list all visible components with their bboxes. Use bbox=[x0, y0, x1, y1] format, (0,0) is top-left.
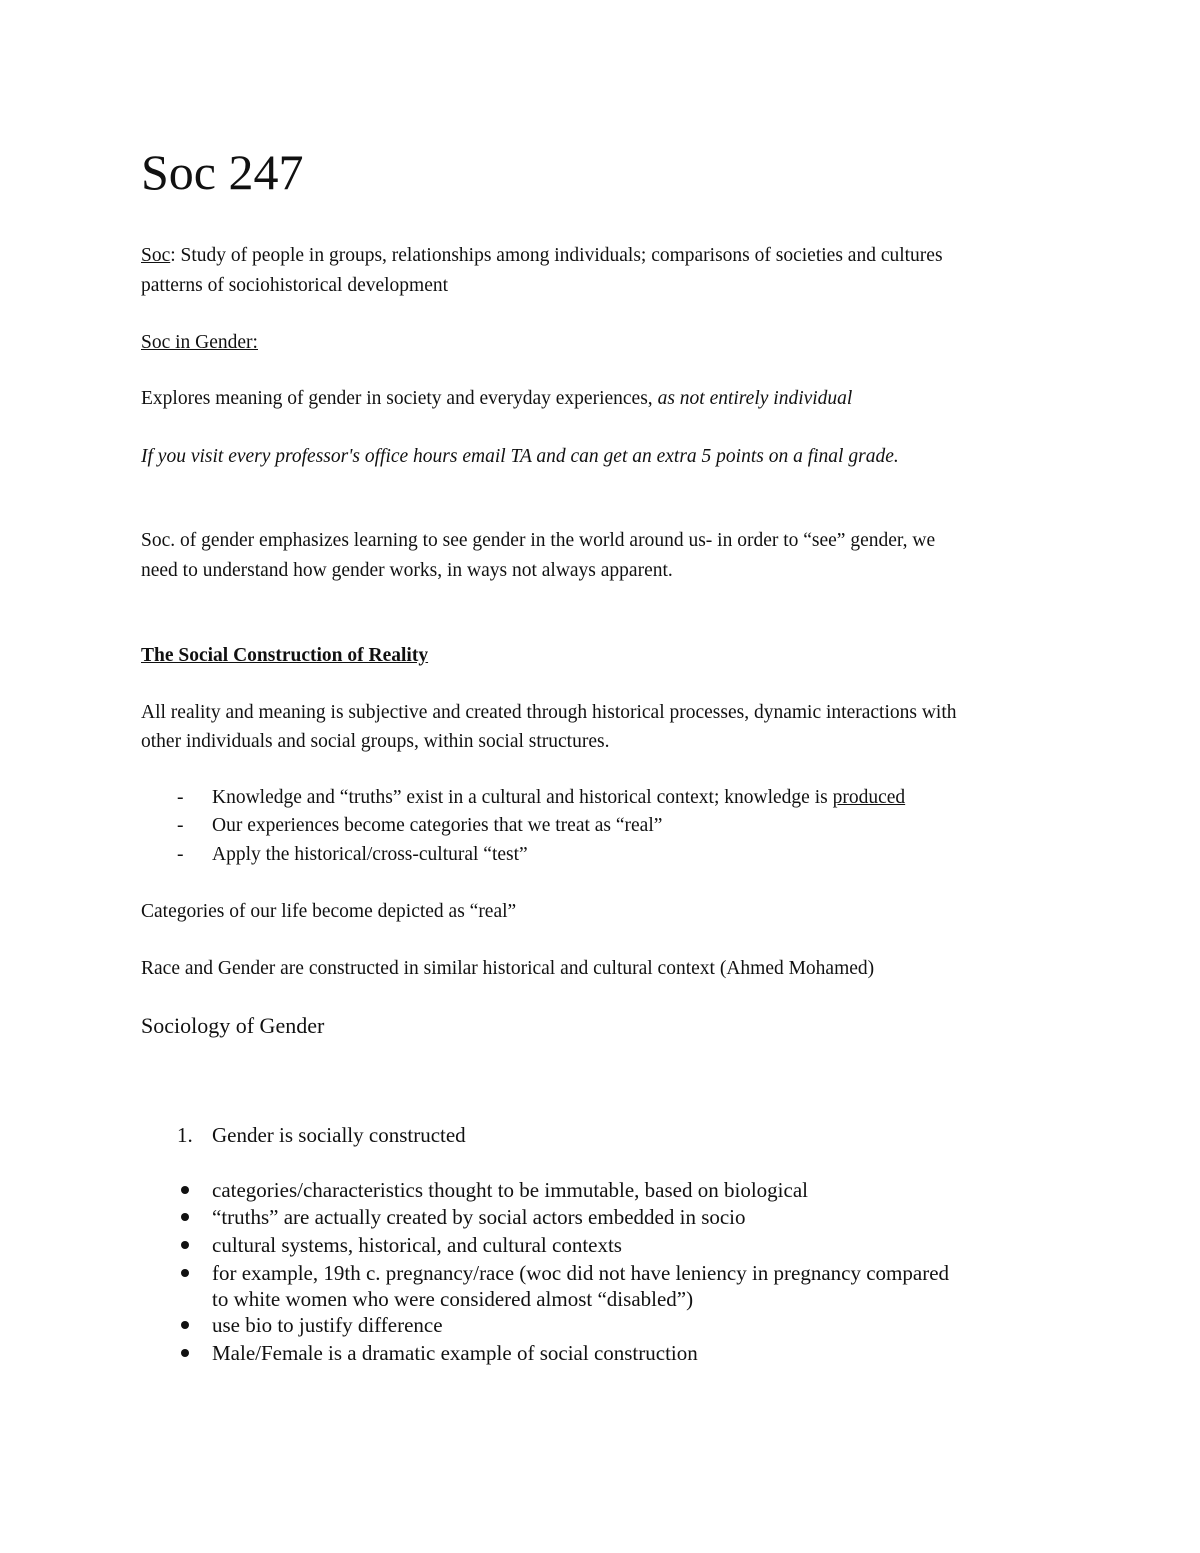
dash-item bbox=[177, 813, 663, 839]
definition-text: : Study of people in groups, relationships among individuals; comparisons of societies and cultures bbox=[170, 245, 943, 266]
item-text: cultural systems, historical, and cultural contexts bbox=[212, 1233, 622, 1257]
bullet-item bbox=[212, 1204, 746, 1230]
bullet-icon bbox=[181, 1321, 189, 1329]
bullet-icon bbox=[181, 1213, 189, 1221]
term: Soc bbox=[141, 245, 171, 266]
numbered-item bbox=[177, 1122, 466, 1148]
bullet-icon bbox=[181, 1349, 189, 1357]
bullet-item bbox=[212, 1312, 443, 1338]
item-underlined: produced bbox=[832, 787, 906, 808]
dash-marker: - bbox=[177, 815, 184, 836]
bullet-icon bbox=[181, 1186, 189, 1194]
item-text: Our experiences become categories that we treat as “real” bbox=[212, 815, 663, 836]
item-text: “truths” are actually created by social actors embedded in socio bbox=[212, 1205, 746, 1229]
item-text: Male/Female is a dramatic example of social construction bbox=[212, 1341, 698, 1365]
explores-italic: as not entirely individual bbox=[657, 388, 853, 409]
definition-line-2: patterns of sociohistorical development bbox=[141, 275, 449, 296]
bullet-continuation: to white women who were considered almost “disabled”) bbox=[212, 1287, 694, 1311]
soc-definition bbox=[141, 243, 943, 269]
soc-in-gender-heading: Soc in Gender: bbox=[141, 332, 258, 353]
bullet-item bbox=[212, 1232, 622, 1258]
bullet-item bbox=[212, 1340, 698, 1366]
item-text: Knowledge and “truths” exist in a cultural and historical context; knowledge is bbox=[212, 787, 833, 808]
document-title: Soc 247 bbox=[141, 144, 304, 200]
sociology-heading: Sociology of Gender bbox=[141, 1013, 325, 1038]
dash-marker: - bbox=[177, 844, 184, 865]
reality-line-1: All reality and meaning is subjective and created through historical processes, dynamic interactions with bbox=[141, 702, 957, 723]
race-line: Race and Gender are constructed in similar historical and cultural context (Ahmed Mohamed) bbox=[141, 958, 875, 979]
item-text: categories/characteristics thought to be immutable, based on biological bbox=[212, 1178, 808, 1202]
dash-item bbox=[177, 785, 906, 811]
dash-item bbox=[177, 842, 528, 868]
dash-marker: - bbox=[177, 787, 184, 808]
bullet-icon bbox=[181, 1241, 189, 1249]
bullet-item bbox=[212, 1177, 808, 1203]
explores-text: Explores meaning of gender in society and everyday experiences, bbox=[141, 388, 658, 409]
soc-of-gender-line-1: Soc. of gender emphasizes learning to see gender in the world around us- in order to “see” gender, we bbox=[141, 530, 936, 551]
categories-line: Categories of our life become depicted as “real” bbox=[141, 901, 517, 922]
item-text: for example, 19th c. pregnancy/race (woc did not have leniency in pregnancy compared bbox=[212, 1261, 950, 1285]
bullet-item bbox=[212, 1260, 949, 1286]
reality-line-2: other individuals and social groups, within social structures. bbox=[141, 731, 610, 752]
item-text: use bio to justify difference bbox=[212, 1313, 443, 1337]
section-heading: The Social Construction of Reality bbox=[141, 645, 429, 666]
explores-paragraph bbox=[141, 386, 852, 412]
extra-credit-note: If you visit every professor's office hours email TA and can get an extra 5 points on a final grade. bbox=[141, 446, 899, 467]
bullet-icon bbox=[181, 1269, 189, 1277]
item-text: Apply the historical/cross-cultural “test” bbox=[212, 844, 528, 865]
item-text: Gender is socially constructed bbox=[212, 1123, 466, 1147]
number-marker: 1. bbox=[177, 1123, 193, 1147]
soc-of-gender-line-2: need to understand how gender works, in ways not always apparent. bbox=[141, 560, 673, 581]
